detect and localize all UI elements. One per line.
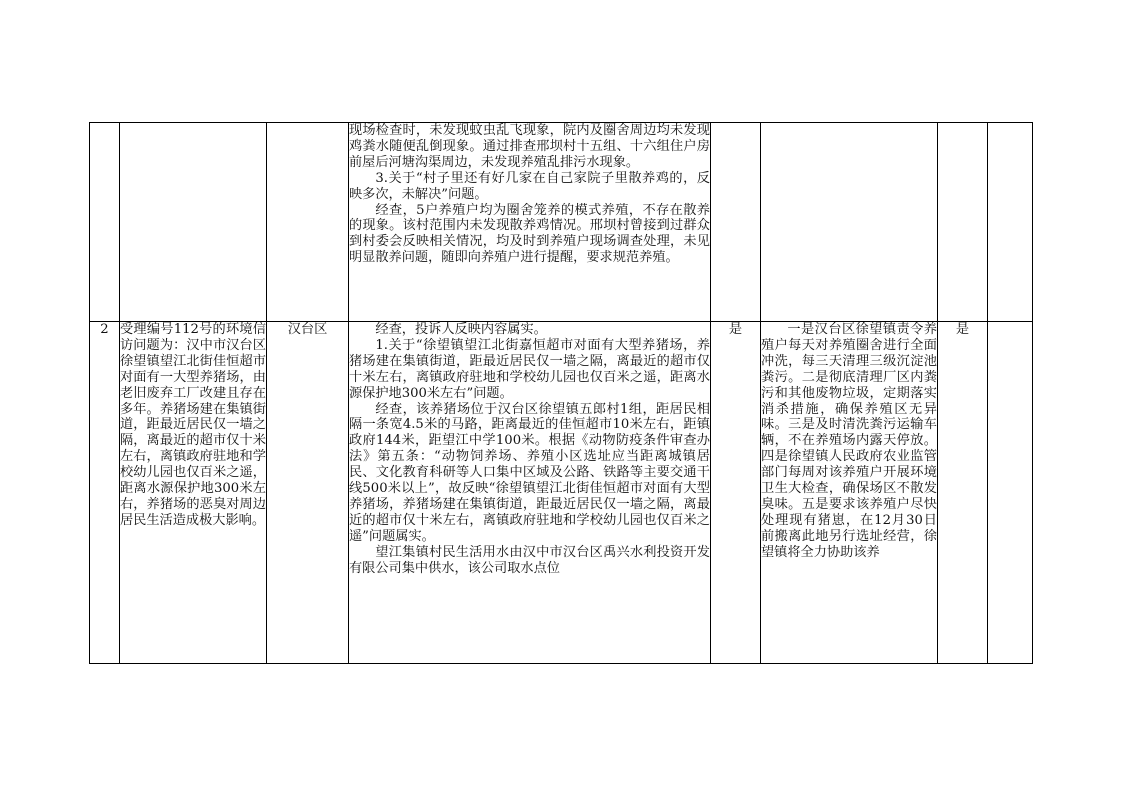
district: [267, 123, 349, 322]
remarks: [988, 322, 1033, 664]
completed-flag: 是: [938, 322, 988, 664]
investigation-content: [349, 322, 711, 664]
table-row: [90, 322, 1033, 664]
rectification-measures: [761, 123, 938, 322]
content-paragraph: 经查，投诉人反映内容属实。: [375, 322, 547, 337]
row-number: 2: [90, 322, 120, 664]
district: 汉台区: [267, 322, 349, 664]
complaint-table: [89, 122, 1033, 664]
table-row: [90, 123, 1033, 322]
verified-flag: [711, 123, 761, 322]
content-paragraph: 经查，5户养殖户均为圈舍笼养的模式养殖，不存在散养的现象。该村范围内未发现散养鸡情况。邢坝村曾接到过群众到村委会反映相关情况，均及时到养殖户现场调查处理，未见明显散养问题，随即向养殖户进行提醒，要求规范养殖。: [349, 202, 710, 266]
content-paragraph: 3.关于“村子里还有好几家在自己家院子里散养鸡的，反映多次，未解决”问题。: [349, 170, 710, 202]
content-paragraph: 1.关于“徐望镇望江北街嘉恒超市对面有大型养猪场，养猪场建在集镇街道，距最近居民仅一墙之隔，离最近的超市仅十米左右，离镇政府驻地和学校幼儿园也仅百米之遥，距离水源保护地300米左右”问题。: [349, 337, 710, 401]
investigation-content: [349, 123, 711, 322]
verified-flag: 是: [711, 322, 761, 664]
remarks: [988, 123, 1033, 322]
issue-description: 受理编号112号的环境信访问题为：汉中市汉台区徐望镇望江北街佳恒超市对面有一大型养猪场，由老旧废弃工厂改建且存在多年。养猪场建在集镇街道，距最近居民仅一墙之隔，离最近的超市仅十米左右，离镇政府驻地和学校幼儿园也仅百米之遥，距离水源保护地300米左右，养猪场的恶臭对周边居民生活造成极大影响。: [120, 322, 267, 664]
completed-flag: [938, 123, 988, 322]
rectification-measures: [761, 322, 938, 664]
content-paragraph: 经查，该养猪场位于汉台区徐望镇五郎村1组，距居民相隔一条宽4.5米的马路，距离最近的佳恒超市10米左右，距镇政府144米，距望江中学100米。根据《动物防疫条件审查办法》第五条：“动物饲养场、养殖小区选址应当距离城镇居民、文化教育科研等人口集中区域及公路、铁路等主要交通干线500米以上”，故反映“徐望镇望江北街佳恒超市对面有大型养猪场，养猪场建在集镇街道，距最近居民仅一墙之隔，离最近的超市仅十米左右，离镇政府驻地和学校幼儿园也仅百米之遥”问题属实。: [349, 401, 710, 544]
rectification-text: 一是汉台区徐望镇责令养殖户每天对养殖圈舍进行全面冲洗，每三天清理三级沉淀池粪污。二是彻底清理厂区内粪污和其他废物垃圾，定期落实消杀措施，确保养殖区无异味。三是及时清洗粪污运输车辆，不在养殖场内露天停放。四是徐望镇人民政府农业监管部门每周对该养殖户开展环境卫生大检查，确保场区不散发臭味。五是要求该养殖户尽快处理现有猪崽，在12月30日前搬离此地另行选址经营，徐望镇将全力协助该养: [761, 322, 937, 560]
content-paragraph: 望江集镇村民生活用水由汉中市汉台区禹兴水利投资开发有限公司集中供水，该公司取水点位: [349, 544, 710, 576]
row-number: [90, 123, 120, 322]
issue-description: [120, 123, 267, 322]
content-paragraph: 现场检查时，未发现蚊虫乱飞现象，院内及圈舍周边均未发现鸡粪水随便乱倒现象。通过排查邢坝村十五组、十六组住户房前屋后河塘沟渠周边，未发现养殖乱排污水现象。: [349, 123, 710, 170]
